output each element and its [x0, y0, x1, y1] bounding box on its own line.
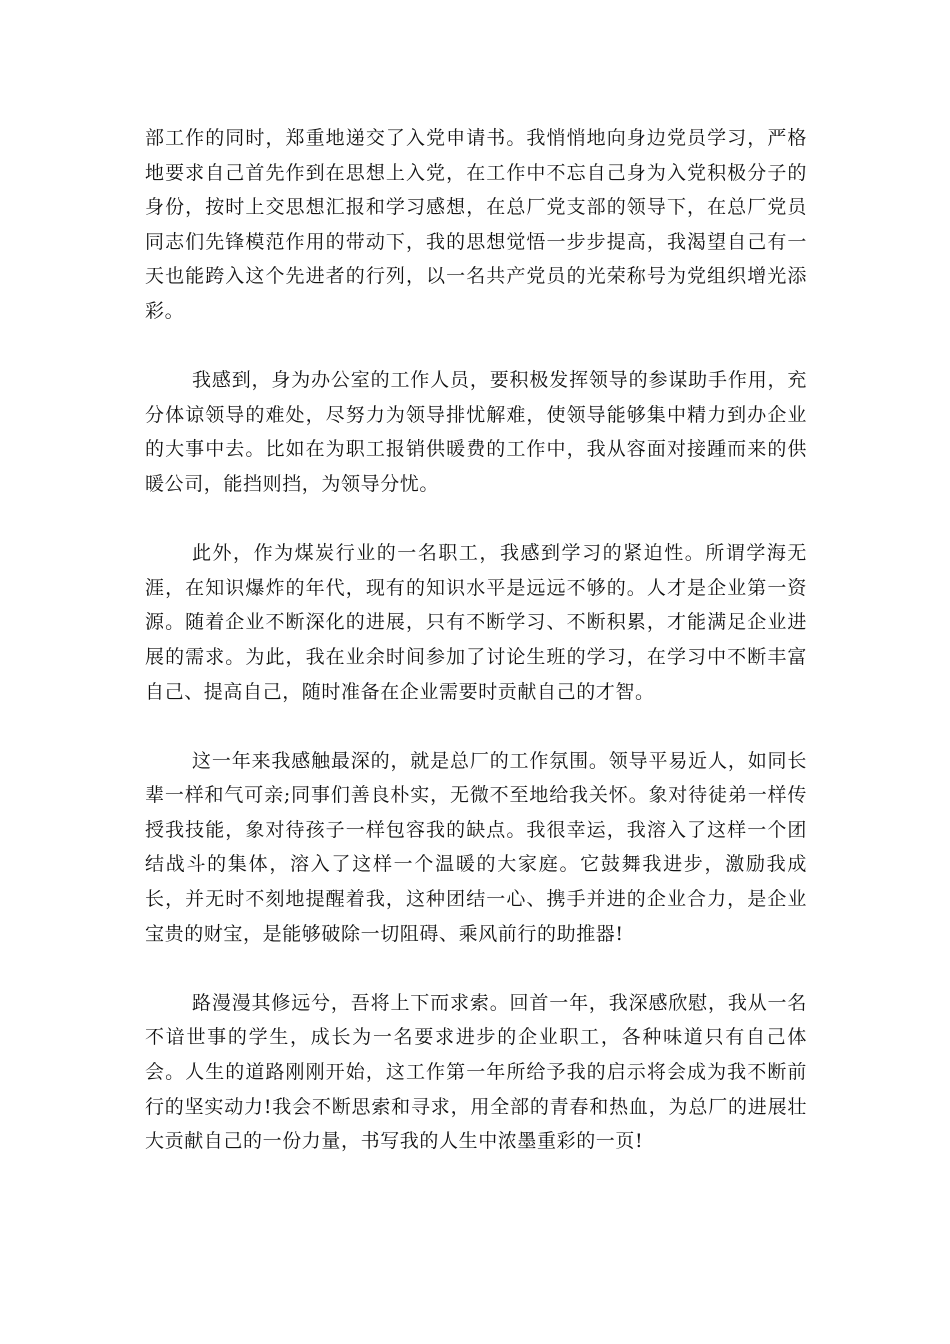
paragraph-3: 此外，作为煤炭行业的一名职工，我感到学习的紧迫性。所谓学海无涯，在知识爆炸的年代，现有的知识水平是远远不够的。人才是企业第一资源。随着企业不断深化的进展，只有不断学习、不断积累，才能满足企业进展的需求。为此，我在业余时间参加了讨论生班的学习，在学习中不断丰富自己、提高自己，随时准备在企业需要时贡献自己的才智。 [145, 542, 807, 703]
paragraph-2: 我感到，身为办公室的工作人员，要积极发挥领导的参谋助手作用，充分体谅领导的难处，尽努力为领导排忧解难，使领导能够集中精力到办企业的大事中去。比如在为职工报销供暖费的工作中，我从容面对接踵而来的供暖公司，能挡则挡，为领导分忧。 [145, 369, 807, 495]
document-body [145, 121, 807, 1193]
paragraph-5: 路漫漫其修远兮，吾将上下而求索。回首一年，我深感欣慰，我从一名不谙世事的学生，成长为一名要求进步的企业职工，各种味道只有自己体会。人生的道路刚刚开始，这工作第一年所给予我的启示将会成为我不断前行的坚实动力!我会不断思索和寻求，用全部的青春和热血，为总厂的进展壮大贡献自己的一份力量，书写我的人生中浓墨重彩的一页! [145, 991, 807, 1153]
paragraph-1: 部工作的同时，郑重地递交了入党申请书。我悄悄地向身边党员学习，严格地要求自己首先作到在思想上入党，在工作中不忘自己身为入党积极分子的身份，按时上交思想汇报和学习感想，在总厂党支部的领导下，在总厂党员同志们先锋模范作用的带动下，我的思想觉悟一步步提高，我渴望自己有一天也能跨入这个先进者的行列，以一名共产党员的光荣称号为党组织增光添彩。 [145, 127, 807, 322]
paragraph-4: 这一年来我感触最深的，就是总厂的工作氛围。领导平易近人，如同长辈一样和气可亲;同事们善良朴实，无微不至地给我关怀。象对待徒弟一样传授我技能，象对待孩子一样包容我的缺点。我很幸运，我溶入了这样一个团结战斗的集体，溶入了这样一个温暖的大家庭。它鼓舞我进步，激励我成长，并无时不刻地提醒着我，这种团结一心、携手并进的企业合力，是企业宝贵的财宝，是能够破除一切阻碍、乘风前行的助推器! [145, 749, 807, 945]
